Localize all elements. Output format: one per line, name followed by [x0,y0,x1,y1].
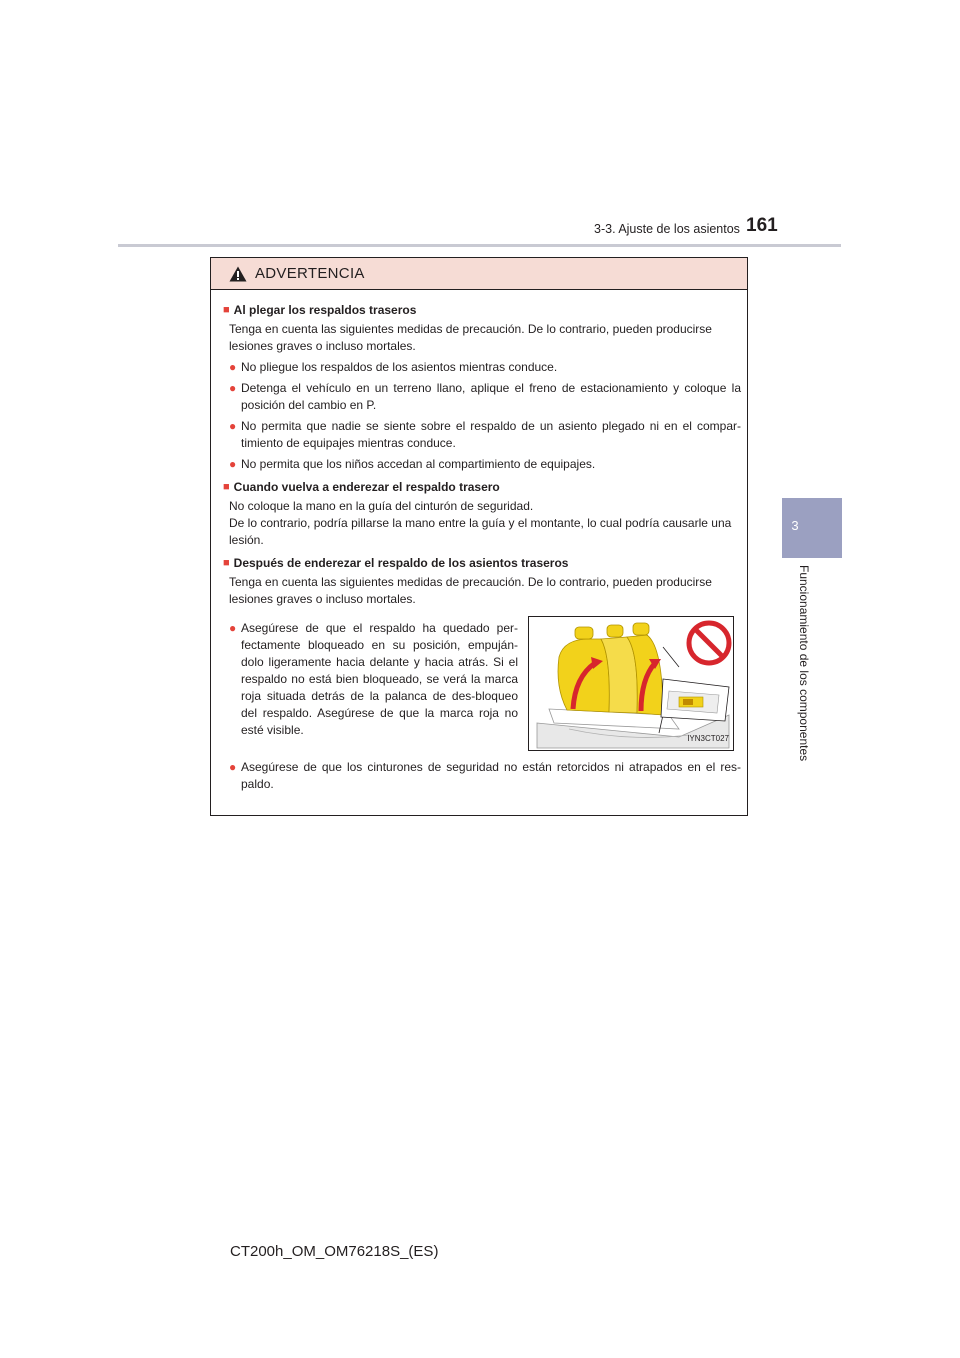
chapter-number: 3 [791,518,799,533]
bullet-item: ● No pliegue los respaldos de los asientos mientras conduce. [229,360,558,374]
document-code: CT200h_OM_OM76218S_(ES) [230,1243,439,1260]
section-intro-line: De lo contrario, podría pillarse la mano entre la guía y el montante, lo cual podría causarle una lesión. [229,516,732,547]
warning-box [210,257,748,816]
section-heading: ■ Cuando vuelva a enderezar el respaldo trasero [223,480,500,494]
section-intro: Tenga en cuenta las siguientes medidas de precaución. De lo contrario, pueden producirse lesiones graves o incluso mortales. [229,322,712,353]
bullet-item: ● Detenga el vehículo en un terreno llano, aplique el freno de estacionamiento y coloque la posición del cambio en P. [229,381,741,412]
section-restoring [223,479,741,549]
figure-code: IYN3CT027 [687,734,729,743]
warning-triangle-icon [229,266,247,282]
warning-body [211,290,747,793]
bullet-item: ● Asegúrese de que los cinturones de seguridad no están retorcidos ni atrapados en el res-paldo. [229,760,741,791]
section-heading: ■ Al plegar los respaldos traseros [223,303,417,317]
figure-text [223,616,518,751]
figure-row [223,616,741,751]
section-title: 3-3. Ajuste de los asientos [594,222,740,236]
bullet-item: ● Asegúrese de que el respaldo ha quedado per-fectamente bloqueado en su posición, empuján-dolo ligeramente hacia delante y hacia atrás. Si el respaldo no está bien bloqueado, se verá la marca roja situada detrás de la palanca de des-bloqueo del respaldo. Asegúrese de que la marca roja no esté visible. [229,621,518,737]
section-intro: Tenga en cuenta las siguientes medidas de precaución. De lo contrario, pueden producirse lesiones graves o incluso mortales. [229,575,712,606]
warning-title: ADVERTENCIA [255,265,365,282]
bullet-item: ● No permita que nadie se siente sobre el respaldo de un asiento plegado ni en el compar-timiento de equipajes mientras conduce. [229,419,741,450]
seat-illustration [528,616,734,751]
header-rule [118,244,841,247]
page-number: 161 [746,215,778,236]
warning-header [211,258,747,290]
section-after-restoring [223,555,741,793]
section-intro-line: No coloque la mano en la guía del cinturón de seguridad. [229,499,534,513]
section-folding [223,302,741,473]
section-heading: ■ Después de enderezar el respaldo de los asientos traseros [223,556,569,570]
chapter-label: Funcionamiento de los componentes [797,565,811,762]
chapter-tab [782,498,842,558]
bullet-item: ● No permita que los niños accedan al compartimiento de equipajes. [229,457,596,471]
